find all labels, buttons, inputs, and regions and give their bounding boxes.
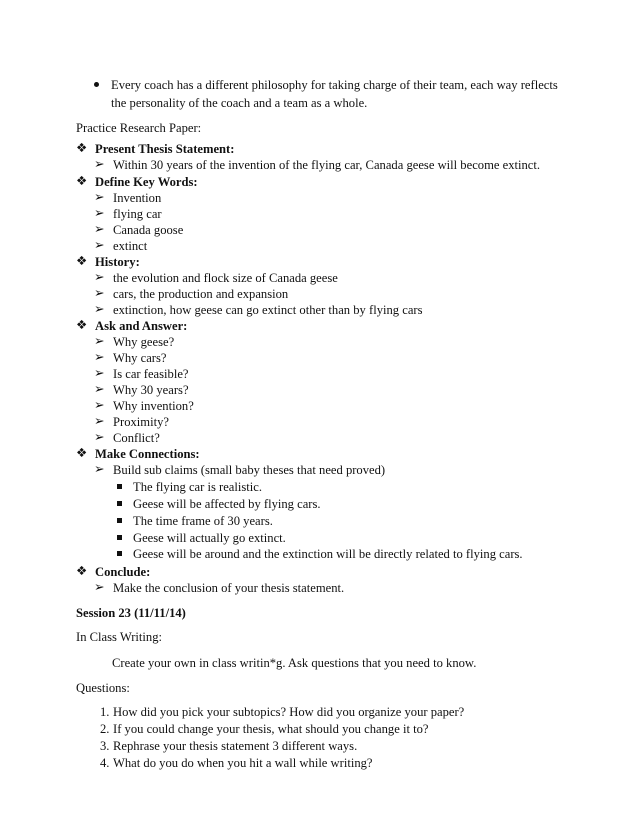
question-text: Rephrase your thesis statement 3 different ways. [113, 739, 358, 753]
question-number: 1. [100, 705, 110, 719]
list-item: cars, the production and expansion [113, 287, 289, 301]
section-heading-thesis: Present Thesis Statement: [95, 142, 235, 156]
diamond-4-icon: ❖ [76, 317, 88, 332]
list-item: Why cars? [113, 351, 167, 365]
list-item: flying car [113, 207, 162, 221]
question-text: How did you pick your subtopics? How did you organize your paper? [113, 705, 465, 719]
practice-label: Practice Research Paper: [76, 121, 202, 135]
arrowhead-icon: ➢ [94, 381, 105, 396]
square-bullet-icon [117, 551, 122, 556]
arrowhead-icon: ➢ [94, 285, 105, 300]
thesis-item: Within 30 years of the invention of the flying car, Canada geese will become extinct. [113, 158, 541, 172]
in-class-text: Create your own in class writin*g. Ask questions that you need to know. [112, 656, 477, 670]
diamond-4-icon: ❖ [76, 140, 88, 155]
list-item: Canada goose [113, 223, 184, 237]
list-item: Make the conclusion of your thesis statement. [113, 581, 345, 595]
diamond-4-icon: ❖ [76, 173, 88, 188]
list-item: Why invention? [113, 399, 194, 413]
section-heading-conclude: Conclude: [95, 565, 151, 579]
section-heading-history: History: [95, 255, 140, 269]
sub-list-item: Geese will be around and the extinction will be directly related to flying cars. [133, 547, 523, 561]
square-bullet-icon [117, 484, 122, 489]
sub-list-item: The flying car is realistic. [133, 480, 263, 494]
arrowhead-icon: ➢ [94, 221, 105, 236]
list-item: extinct [113, 239, 148, 253]
section-heading-ask: Ask and Answer: [95, 319, 188, 333]
arrowhead-icon: ➢ [94, 301, 105, 316]
arrowhead-icon: ➢ [94, 189, 105, 204]
sub-list-item: Geese will actually go extinct. [133, 531, 286, 545]
list-item: the evolution and flock size of Canada geese [113, 271, 338, 285]
question-number: 3. [100, 739, 110, 753]
list-item: Why geese? [113, 335, 175, 349]
arrowhead-icon: ➢ [94, 429, 105, 444]
arrowhead-icon: ➢ [94, 413, 105, 428]
round-bullet-icon [94, 82, 99, 87]
list-item: Is car feasible? [113, 367, 189, 381]
intro-bullet-line1: Every coach has a different philosophy for taking charge of their team, each way reflects [111, 78, 558, 92]
in-class-label: In Class Writing: [76, 630, 163, 644]
session-heading: Session 23 (11/11/14) [76, 606, 186, 620]
square-bullet-icon [117, 518, 122, 523]
intro-bullet-line2: the personality of the coach and a team as a whole. [111, 96, 368, 110]
arrowhead-icon: ➢ [94, 365, 105, 380]
question-number: 2. [100, 722, 110, 736]
arrowhead-icon: ➢ [94, 205, 105, 220]
square-bullet-icon [117, 501, 122, 506]
arrowhead-icon: ➢ [94, 269, 105, 284]
arrowhead-icon: ➢ [94, 349, 105, 364]
arrowhead-icon: ➢ [94, 397, 105, 412]
arrowhead-icon: ➢ [94, 579, 105, 594]
question-number: 4. [100, 756, 110, 770]
arrowhead-icon: ➢ [94, 156, 105, 171]
sub-list-item: Geese will be affected by flying cars. [133, 497, 321, 511]
arrowhead-icon: ➢ [94, 237, 105, 252]
list-item: Invention [113, 191, 162, 205]
section-heading-connections: Make Connections: [95, 447, 200, 461]
diamond-4-icon: ❖ [76, 445, 88, 460]
list-item: Build sub claims (small baby theses that need proved) [113, 463, 386, 477]
list-item: Conflict? [113, 431, 160, 445]
arrowhead-icon: ➢ [94, 461, 105, 476]
list-item: Proximity? [113, 415, 169, 429]
diamond-4-icon: ❖ [76, 563, 88, 578]
questions-label: Questions: [76, 681, 130, 695]
section-heading-keywords: Define Key Words: [95, 175, 198, 189]
sub-list-item: The time frame of 30 years. [133, 514, 273, 528]
list-item: Why 30 years? [113, 383, 189, 397]
diamond-4-icon: ❖ [76, 253, 88, 268]
square-bullet-icon [117, 535, 122, 540]
question-text: If you could change your thesis, what should you change it to? [113, 722, 429, 736]
list-item: extinction, how geese can go extinct other than by flying cars [113, 303, 423, 317]
arrowhead-icon: ➢ [94, 333, 105, 348]
question-text: What do you do when you hit a wall while writing? [113, 756, 373, 770]
